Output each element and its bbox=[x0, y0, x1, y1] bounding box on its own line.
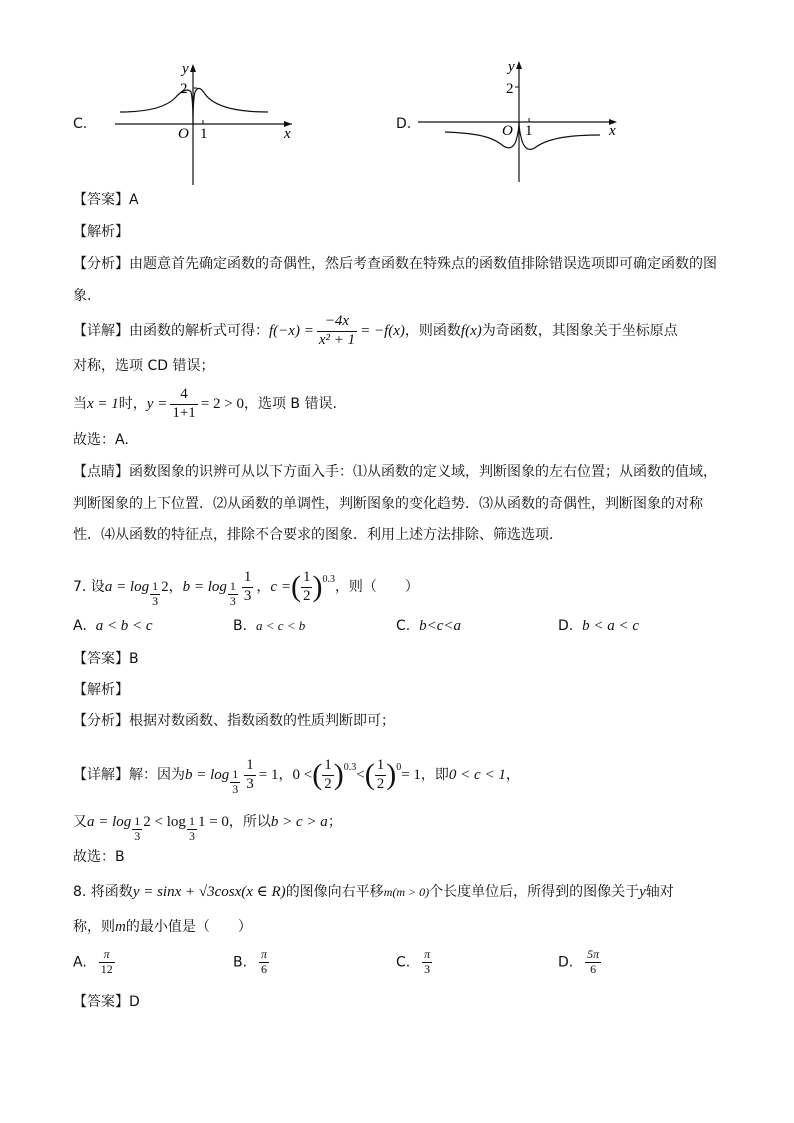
q7-detail-arg-num: 1 bbox=[244, 757, 256, 775]
q8-option-a-letter: A. bbox=[73, 954, 87, 971]
q8-option-c-fraction bbox=[422, 948, 432, 977]
q8-function: y = sinx + √3cosx(x ∈ R) bbox=[132, 884, 286, 900]
q6-when-line bbox=[73, 386, 337, 422]
q7-tail: ，则（ ） bbox=[334, 579, 419, 595]
q6-analysis-text: 【分析】由题意首先确定函数的奇偶性，然后考查函数在特殊点的函数值排除错误选项即可确定函数的图 bbox=[73, 256, 717, 272]
q8-option-a-fraction bbox=[99, 948, 115, 977]
q8-option-c-num: π bbox=[424, 947, 431, 961]
q6-analysis-text-cont: 象. bbox=[73, 288, 92, 304]
q6-detail-cont: 对称，选项 CD 错误； bbox=[73, 358, 215, 374]
q6-detail-denominator: x² + 1 bbox=[318, 331, 356, 348]
q7-a-base bbox=[150, 580, 160, 609]
q7-again-end: ； bbox=[327, 814, 342, 830]
q8-option-d-num: 5π bbox=[587, 947, 600, 961]
q8-option-a-num: π bbox=[99, 948, 115, 963]
q7-detail-end: ， bbox=[505, 767, 520, 783]
q6-detail-fraction bbox=[317, 313, 357, 349]
q7-detail-b-log: b = log bbox=[185, 767, 230, 783]
q7-c-den: 2 bbox=[302, 587, 311, 604]
q7-c-num: 1 bbox=[301, 569, 313, 587]
q6-when-suffix: ，选项 B 错误. bbox=[243, 396, 337, 412]
q7-c-base bbox=[301, 569, 313, 605]
q6-tip-line-1: 【点睛】函数图象的识辨可从以下方面入手：⑴从函数的定义域，判断图象的左右位置；从函数的值域， bbox=[73, 464, 717, 480]
option-d-label: D. bbox=[396, 116, 412, 132]
q6-detail-prefix: 【详解】由函数的解析式可得： bbox=[73, 323, 269, 339]
q7-option-d-text: b < a < c bbox=[582, 618, 640, 634]
q7-detail-exp-1: 0.3 bbox=[343, 762, 357, 773]
graph-c-x-label: x bbox=[284, 126, 291, 142]
q7-detail-half-2-num: 1 bbox=[375, 757, 387, 775]
q7-detail-c-range: 0 < c < 1 bbox=[448, 767, 506, 783]
q8-option-d-den: 6 bbox=[590, 961, 597, 976]
q7-detail-half-1-num: 1 bbox=[322, 757, 334, 775]
q6-when-prefix: 当 bbox=[73, 396, 87, 412]
q8-option-a-den: 12 bbox=[100, 961, 113, 976]
q7-again-base-1-den: 3 bbox=[134, 829, 141, 843]
q8-option-d-letter: D. bbox=[558, 954, 574, 971]
graph-c-two-label: 2 bbox=[180, 81, 188, 97]
q7-b-arg bbox=[242, 569, 254, 605]
q7-detail-base bbox=[230, 768, 240, 797]
q7-detail-arg-den: 3 bbox=[246, 775, 254, 792]
graph-c bbox=[110, 60, 300, 190]
q7-option-a-text: a < b < c bbox=[95, 618, 153, 634]
q7-detail-prefix: 【详解】解：因为 bbox=[73, 767, 185, 783]
q7-detail-half-2 bbox=[375, 757, 387, 793]
q7-b-arg-den: 3 bbox=[243, 587, 252, 604]
q8-option-b-letter: B. bbox=[233, 954, 248, 971]
q7-b-arg-num: 1 bbox=[242, 569, 254, 587]
q7-option-d-letter: D. bbox=[558, 618, 574, 634]
q6-analysis-heading: 【解析】 bbox=[73, 224, 129, 240]
graph-c-one-label: 1 bbox=[200, 126, 208, 142]
q8-mid-3: 轴对 bbox=[645, 884, 674, 900]
graph-d-x-label: x bbox=[609, 123, 616, 139]
q7-again-base-2-den: 3 bbox=[188, 829, 195, 843]
graph-d-y-label: y bbox=[508, 59, 515, 75]
q6-when-numerator: 4 bbox=[170, 386, 197, 404]
q7-analysis-heading: 【解析】 bbox=[73, 682, 129, 698]
q7-a-base-num: 1 bbox=[152, 579, 159, 594]
q6-when-shi: 时， bbox=[118, 396, 147, 412]
q7-again-base-2-num: 1 bbox=[188, 814, 195, 829]
q6-choose: 故选：A. bbox=[73, 432, 129, 448]
q7-option-b-text: a < c < b bbox=[255, 618, 306, 633]
q7-detail-base-den: 3 bbox=[232, 782, 239, 796]
graph-d-origin-label: O bbox=[502, 123, 513, 139]
q8-option-a[interactable] bbox=[73, 948, 118, 977]
q7-sep-1: ， bbox=[168, 579, 183, 595]
q6-tip-line-3: 性．⑷从函数的特征点，排除不合要求的图象．利用上述方法排除、筛选选项． bbox=[73, 527, 563, 543]
q7-again-suoyi: ，所以 bbox=[228, 814, 271, 830]
q8-option-b-den: 6 bbox=[260, 961, 267, 976]
q7-detail-ji: ，即 bbox=[420, 767, 449, 783]
graph-c-y-label: y bbox=[182, 61, 189, 77]
q6-detail-line bbox=[73, 313, 678, 349]
q7-again-prefix: 又 bbox=[73, 814, 87, 830]
q7-again-line bbox=[73, 806, 342, 844]
q7-option-b-letter: B. bbox=[233, 618, 248, 634]
q8-option-b-fraction bbox=[259, 948, 269, 977]
q7-detail-arg bbox=[244, 757, 256, 793]
q8-y-var: y bbox=[639, 884, 646, 900]
q8-option-d[interactable] bbox=[558, 948, 604, 977]
q7-stem: 7. 设a = log $\frac{1}{3}$ 2，b = log $\frac{1}{3}$ $\frac{1}{3}$ ，c =( $\frac{1}{2}$ )$^{0.3}$，则（ ） bbox=[73, 569, 419, 608]
q7-detail-half-1-den: 2 bbox=[324, 775, 332, 792]
q7-a-arg: 2 bbox=[161, 579, 169, 595]
q8-option-c-letter: C. bbox=[396, 954, 411, 971]
q7-sep-2: ， bbox=[256, 579, 271, 595]
q8-cont-suffix: 的最小值是（ ） bbox=[125, 919, 252, 935]
q8-m-condition: m(m > 0) bbox=[383, 885, 430, 899]
q8-option-c[interactable] bbox=[396, 948, 435, 977]
q6-when-equals: = 2 > 0 bbox=[200, 396, 244, 412]
q6-detail-numerator: −4x bbox=[317, 313, 357, 331]
q7-detail-ineq2: < bbox=[356, 767, 365, 783]
q8-mid-2: 个长度单位后，所得到的图像关于 bbox=[429, 884, 640, 900]
q7-option-c-letter: C. bbox=[396, 618, 411, 634]
q6-detail-fx: f(x) bbox=[460, 323, 482, 339]
q7-option-a[interactable] bbox=[73, 618, 153, 635]
q7-a-log: a = log bbox=[104, 579, 150, 595]
q8-option-b-num: π bbox=[260, 947, 267, 961]
q7-option-c-text: b<c<a bbox=[419, 618, 462, 634]
q7-detail-sep: ， bbox=[278, 767, 293, 783]
q7-again-base-1-num: 1 bbox=[134, 814, 141, 829]
q7-detail-base-num: 1 bbox=[232, 767, 239, 782]
graph-d-one-label: 1 bbox=[525, 123, 533, 139]
q7-detail-ineq3: = 1 bbox=[401, 767, 421, 783]
q7-again-result: b > c > a bbox=[270, 814, 328, 830]
q6-when-y: y = bbox=[146, 396, 168, 412]
q6-when-x: x = 1 bbox=[87, 396, 119, 412]
q6-answer: 【答案】A bbox=[73, 192, 139, 208]
graph-d bbox=[410, 55, 625, 185]
q6-tip-line-2: 判断图象的上下位置．⑵从函数的单调性，判断图象的变化趋势．⑶从函数的奇偶性，判断图象的对称 bbox=[73, 496, 703, 512]
q7-option-a-letter: A. bbox=[73, 618, 87, 634]
q6-when-fraction bbox=[170, 386, 197, 422]
graph-c-origin-label: O bbox=[178, 126, 189, 142]
q8-option-c-den: 3 bbox=[424, 961, 431, 976]
q7-detail-exp-0: 0 bbox=[396, 762, 402, 773]
q7-b-base-den: 3 bbox=[229, 594, 236, 608]
q8-answer: 【答案】D bbox=[73, 994, 140, 1010]
q8-number: 8. 将函数 bbox=[73, 884, 133, 900]
q7-again-a-log: a = log bbox=[87, 814, 132, 830]
q7-again-base-2 bbox=[187, 815, 197, 844]
q7-again-eq: 1 = 0 bbox=[197, 814, 229, 830]
q8-option-d-fraction bbox=[585, 948, 601, 977]
q8-m-var: m bbox=[115, 919, 126, 935]
q7-analysis-text: 【分析】根据对数函数、指数函数的性质判断即可； bbox=[73, 713, 395, 729]
q7-option-b[interactable] bbox=[233, 618, 305, 634]
q6-when-denominator: 1+1 bbox=[172, 404, 196, 421]
graph-d-two-label: 2 bbox=[506, 81, 514, 97]
q7-detail-ineq1: 0 < bbox=[292, 767, 313, 783]
q8-mid-1: 的图像向右平移 bbox=[285, 884, 384, 900]
q7-b-base-num: 1 bbox=[229, 579, 236, 594]
q7-choose: 故选：B bbox=[73, 849, 125, 865]
q7-detail-half-1 bbox=[322, 757, 334, 793]
option-c-label: C. bbox=[73, 116, 88, 132]
q6-detail-mid: ，则函数 bbox=[404, 323, 461, 339]
q7-detail-line: 【详解】解：因为b = log $\frac{1}{3}$ $\frac{1}{3}$ = 1，0 <( $\frac{1}{2}$ )$^{0.3}$<( $\frac{1}{2}$ )$^0$= 1，即0 < c < 1， bbox=[73, 757, 520, 796]
q7-answer: 【答案】B bbox=[73, 651, 139, 667]
q8-stem-line-1 bbox=[73, 882, 674, 902]
q7-b-log: b = log bbox=[182, 579, 227, 595]
q7-again-base-1 bbox=[132, 815, 142, 844]
q7-again-lt: 2 < log bbox=[143, 814, 186, 830]
q8-cont-prefix: 称，则 bbox=[73, 919, 115, 935]
q7-c-exponent: 0.3 bbox=[322, 574, 335, 585]
q6-detail-suffix: 为奇函数，其图象关于坐标原点 bbox=[481, 323, 678, 339]
q6-detail-equals: = −f(x) bbox=[360, 323, 405, 339]
q7-a-base-den: 3 bbox=[152, 594, 159, 608]
q7-option-c[interactable] bbox=[396, 618, 461, 635]
q8-stem-line-2 bbox=[73, 917, 252, 937]
q8-option-b[interactable] bbox=[233, 948, 272, 977]
q7-c-eq: c = bbox=[270, 579, 291, 595]
q7-number: 7. 设 bbox=[73, 579, 105, 595]
q7-b-base bbox=[228, 580, 238, 609]
q7-detail-half-2-den: 2 bbox=[376, 775, 385, 792]
q6-detail-f-neg-x: f(−x) = bbox=[269, 323, 314, 339]
q7-option-d[interactable] bbox=[558, 618, 639, 635]
q7-detail-b-eq: = 1 bbox=[258, 767, 279, 783]
